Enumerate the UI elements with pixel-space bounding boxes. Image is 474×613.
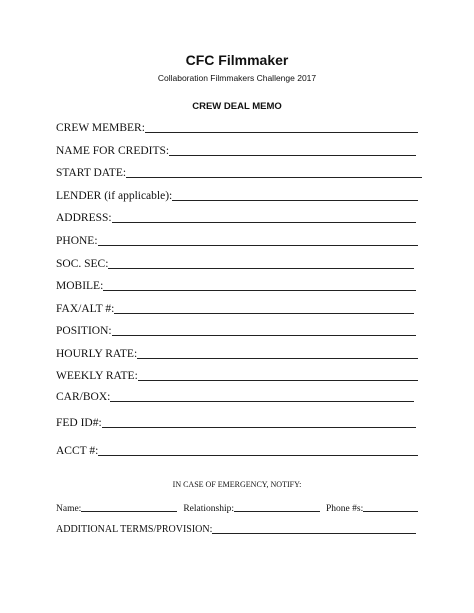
fed-id-line[interactable] [102, 427, 416, 428]
hourly-rate-line[interactable] [137, 358, 418, 359]
field-soc-sec [56, 256, 414, 271]
weekly-rate-line[interactable] [138, 380, 418, 381]
field-crew-member [56, 120, 418, 135]
mobile-line[interactable] [103, 290, 416, 291]
field-label: NAME FOR CREDITS: [56, 145, 170, 157]
soc-sec-line[interactable] [108, 268, 414, 269]
field-label: FAX/ALT #: [56, 303, 115, 315]
field-address [56, 210, 416, 225]
field-fed-id [56, 415, 416, 430]
field-label: POSITION: [56, 325, 112, 337]
field-label: MOBILE: [56, 280, 104, 292]
page-subtitle: Collaboration Filmmakers Challenge 2017 [157, 73, 317, 83]
field-label: SOC. SEC: [56, 258, 109, 270]
field-lender [56, 188, 418, 203]
field-label: ADDITIONAL TERMS/PROVISION: [56, 524, 213, 535]
emergency-contact-row [56, 500, 418, 514]
field-weekly-rate [56, 368, 418, 383]
start-date-line[interactable] [126, 177, 422, 178]
field-label: HOURLY RATE: [56, 348, 138, 360]
field-position [56, 323, 416, 338]
field-phone [56, 233, 418, 248]
field-additional-terms [56, 521, 416, 536]
field-label: CAR/BOX: [56, 391, 111, 403]
field-start-date [56, 165, 422, 180]
field-label: ADDRESS: [56, 212, 112, 224]
page-title: CFC Filmmaker [185, 52, 289, 68]
crew-member-line[interactable] [145, 132, 418, 133]
field-car-box [56, 389, 414, 404]
emergency-heading: IN CASE OF EMERGENCY, NOTIFY: [172, 480, 302, 489]
field-fax-alt [56, 301, 414, 316]
position-line[interactable] [112, 335, 416, 336]
emergency-name-line[interactable] [81, 511, 177, 512]
car-box-line[interactable] [110, 401, 414, 402]
field-label: ACCT #: [56, 445, 99, 457]
memo-heading: CREW DEAL MEMO [192, 101, 282, 112]
field-label: FED ID#: [56, 417, 102, 429]
emergency-phone-line[interactable] [363, 511, 418, 512]
field-mobile [56, 278, 416, 293]
field-label: PHONE: [56, 235, 98, 247]
field-acct [56, 443, 418, 458]
emergency-relationship-label: Relationship: [183, 504, 234, 514]
field-label: WEEKLY RATE: [56, 370, 138, 382]
field-label: CREW MEMBER: [56, 122, 145, 134]
field-label: LENDER (if applicable): [56, 190, 173, 202]
emergency-phone-label: Phone #s: [326, 504, 364, 514]
phone-line[interactable] [98, 245, 418, 246]
field-name-for-credits [56, 143, 416, 158]
fax-alt-line[interactable] [114, 313, 414, 314]
field-hourly-rate [56, 346, 418, 361]
address-line[interactable] [112, 222, 416, 223]
additional-terms-line[interactable] [212, 533, 416, 534]
name-for-credits-line[interactable] [169, 155, 416, 156]
lender-line[interactable] [172, 200, 418, 201]
emergency-relationship-line[interactable] [234, 511, 320, 512]
emergency-name-label: Name: [56, 504, 82, 514]
field-label: START DATE: [56, 167, 127, 179]
acct-line[interactable] [98, 455, 418, 456]
